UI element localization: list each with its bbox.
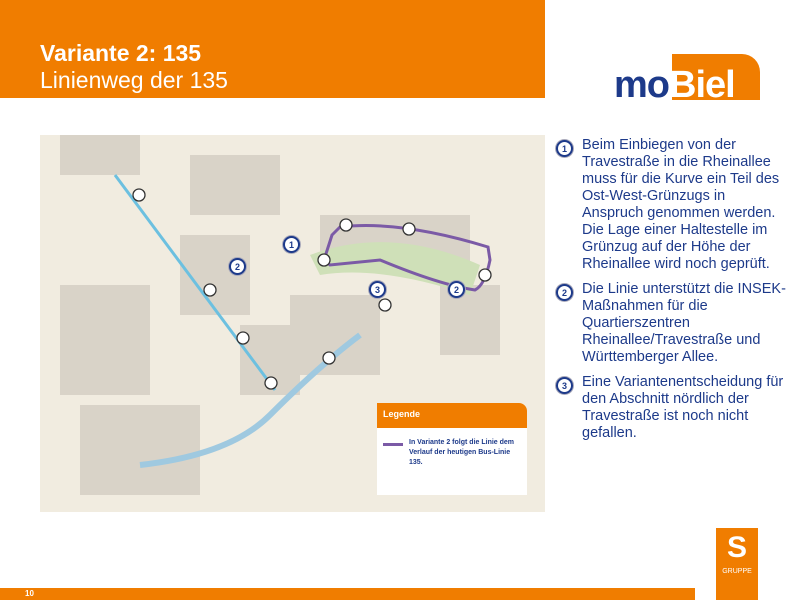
route-map[interactable]	[40, 135, 545, 512]
note-item	[556, 374, 786, 442]
footer-bar	[0, 588, 695, 600]
legend-title: Legende	[377, 403, 527, 428]
legend-text: In Variante 2 folgt die Linie dem Verlauf der heutigen Bus-Linie 135.	[409, 439, 515, 466]
page-subtitle: Linienweg der 135	[40, 67, 228, 93]
map-marker[interactable]: 2	[448, 281, 465, 298]
page-number: 10	[25, 589, 34, 598]
note-text: Die Linie unterstützt die INSEK-Maßnahmen für die Quartierszentren Rheinallee/Travestraße und Württemberger Allee.	[582, 281, 786, 365]
s-logo-icon: S	[726, 531, 747, 564]
page-title: Variante 2: 135	[40, 40, 202, 66]
note-item	[556, 137, 786, 273]
note-number: 2	[556, 284, 573, 301]
notes-list	[556, 137, 786, 450]
note-number: 1	[556, 140, 573, 157]
map-legend	[377, 403, 527, 495]
note-number: 3	[556, 377, 573, 394]
map-marker[interactable]: 1	[283, 236, 300, 253]
mobiel-logo: moBiel	[614, 54, 764, 102]
map-marker[interactable]: 2	[229, 258, 246, 275]
note-text: Eine Variantenentscheidung für den Abschnitt nördlich der Travestraße ist noch nicht gefallen.	[582, 374, 784, 441]
map-marker[interactable]: 3	[369, 281, 386, 298]
route-line-swatch	[383, 443, 403, 446]
note-item	[556, 281, 786, 366]
note-text: Beim Einbiegen von der Travestraße in die Rheinallee muss für die Kurve ein Teil des Ost-West-Grünzugs in Anspruch genommen werden. Die Lage einer Haltestelle im Grünzug auf der Höhe der Rheinallee wird noch geprüft.	[582, 137, 780, 272]
stadtwerke-gruppe-logo: S GRUPPE	[716, 528, 758, 600]
